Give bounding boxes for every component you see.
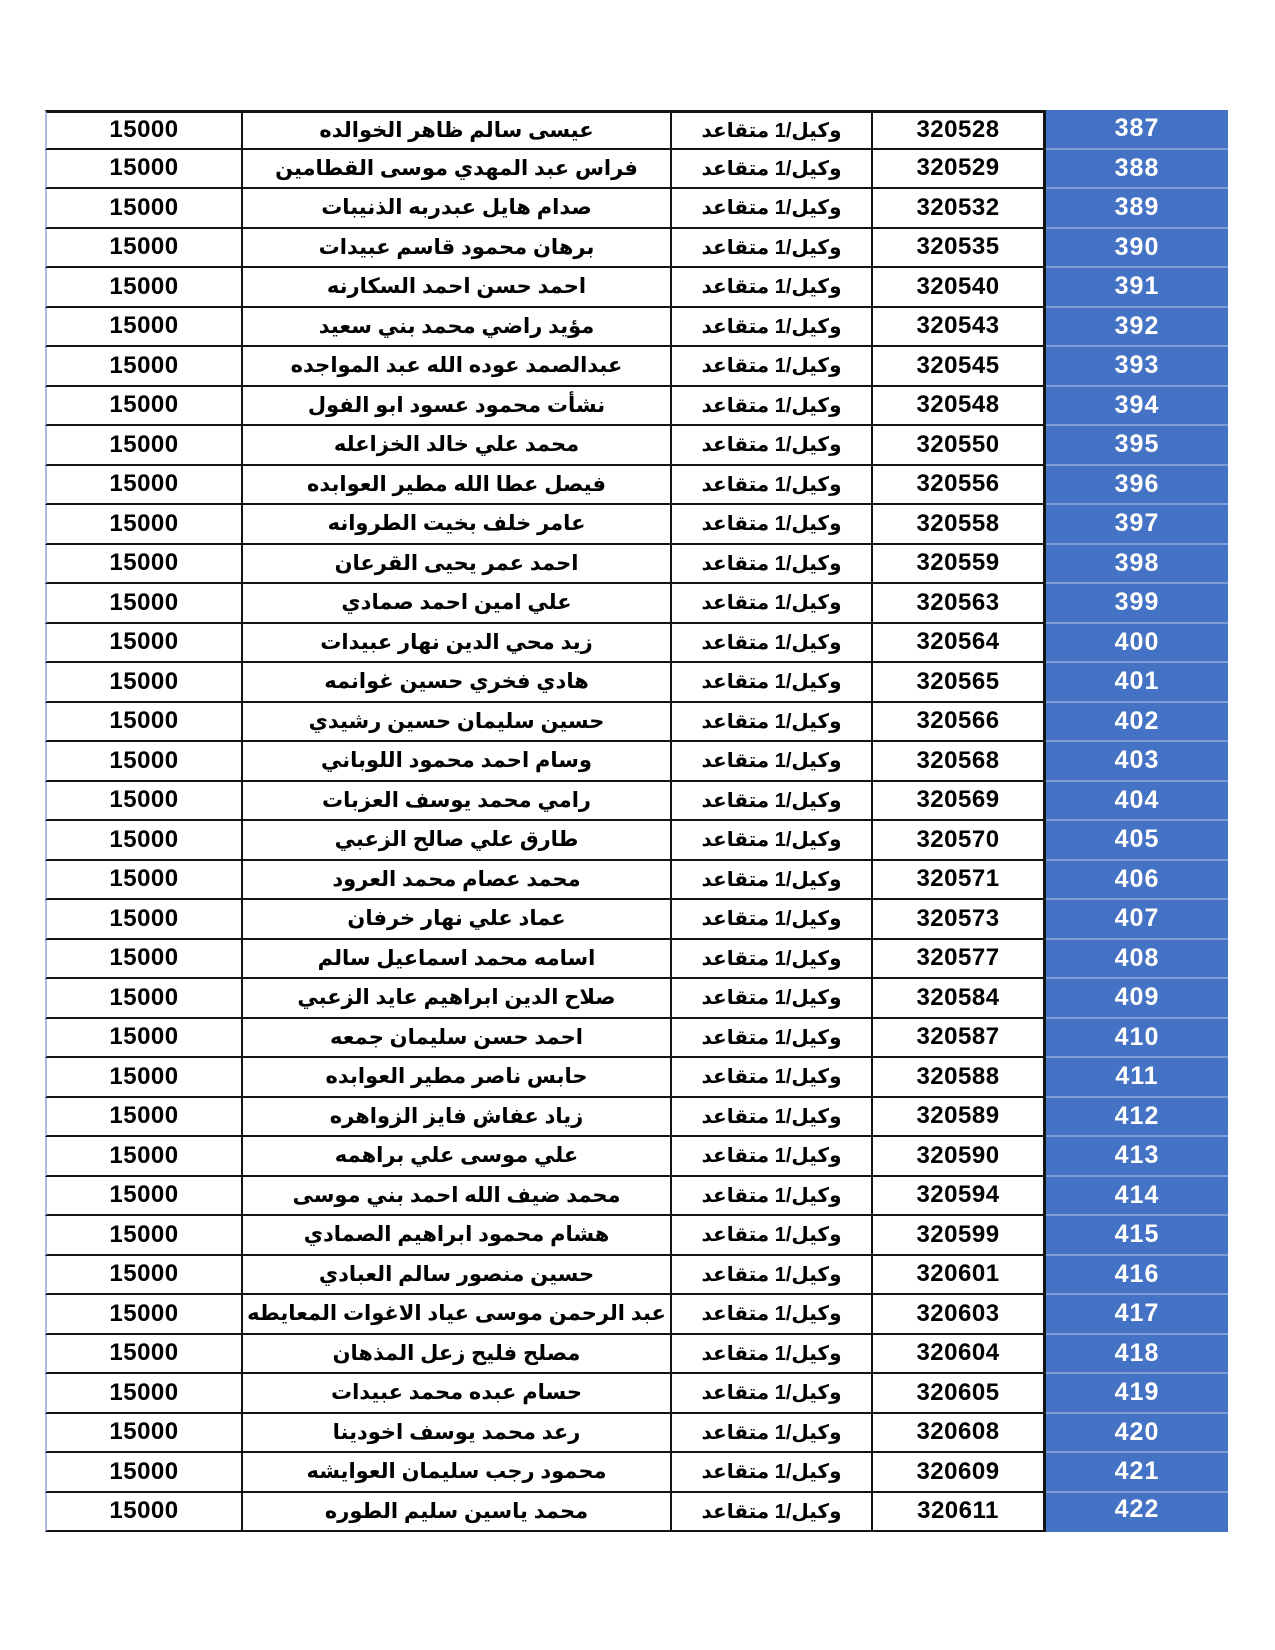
amount-cell: 15000	[45, 1335, 243, 1375]
name-cell: فيصل عطا الله مطير العوابده	[243, 466, 672, 506]
serial-cell: 412	[1046, 1098, 1228, 1138]
table-row	[45, 1137, 1228, 1177]
amount-cell: 15000	[45, 742, 243, 782]
amount-cell: 15000	[45, 505, 243, 545]
amount-cell: 15000	[45, 663, 243, 703]
serial-cell: 413	[1046, 1137, 1228, 1177]
amount-cell: 15000	[45, 1453, 243, 1493]
rank-cell: وكيل/1 متقاعد	[672, 861, 873, 901]
amount-cell: 15000	[45, 466, 243, 506]
serial-cell: 404	[1046, 782, 1228, 822]
id-cell: 320564	[873, 624, 1046, 664]
rank-cell: وكيل/1 متقاعد	[672, 584, 873, 624]
serial-cell: 396	[1046, 466, 1228, 506]
table-row	[45, 782, 1228, 822]
id-cell: 320601	[873, 1256, 1046, 1296]
serial-cell: 415	[1046, 1216, 1228, 1256]
name-cell: محمد ياسين سليم الطوره	[243, 1493, 672, 1533]
table-row	[45, 1216, 1228, 1256]
serial-cell: 408	[1046, 940, 1228, 980]
rank-cell: وكيل/1 متقاعد	[672, 1098, 873, 1138]
rank-cell: وكيل/1 متقاعد	[672, 308, 873, 348]
rank-cell: وكيل/1 متقاعد	[672, 703, 873, 743]
name-cell: وسام احمد محمود اللوباني	[243, 742, 672, 782]
rank-cell: وكيل/1 متقاعد	[672, 782, 873, 822]
serial-cell: 399	[1046, 584, 1228, 624]
rank-cell: وكيل/1 متقاعد	[672, 150, 873, 190]
serial-cell: 395	[1046, 426, 1228, 466]
name-cell: علي امين احمد صمادي	[243, 584, 672, 624]
rank-cell: وكيل/1 متقاعد	[672, 1414, 873, 1454]
rank-cell: وكيل/1 متقاعد	[672, 466, 873, 506]
table-row	[45, 1414, 1228, 1454]
name-cell: زياد عفاش فايز الزواهره	[243, 1098, 672, 1138]
table-row	[45, 821, 1228, 861]
name-cell: نشأت محمود عسود ابو الفول	[243, 387, 672, 427]
serial-cell: 416	[1046, 1256, 1228, 1296]
table-row	[45, 545, 1228, 585]
amount-cell: 15000	[45, 703, 243, 743]
amount-cell: 15000	[45, 821, 243, 861]
rank-cell: وكيل/1 متقاعد	[672, 545, 873, 585]
rank-cell: وكيل/1 متقاعد	[672, 624, 873, 664]
amount-cell: 15000	[45, 189, 243, 229]
serial-cell: 387	[1046, 110, 1228, 150]
id-cell: 320535	[873, 229, 1046, 269]
table-row	[45, 742, 1228, 782]
serial-cell: 403	[1046, 742, 1228, 782]
table-row	[45, 1177, 1228, 1217]
rank-cell: وكيل/1 متقاعد	[672, 1374, 873, 1414]
serial-cell: 405	[1046, 821, 1228, 861]
id-cell: 320543	[873, 308, 1046, 348]
amount-cell: 15000	[45, 1216, 243, 1256]
rank-cell: وكيل/1 متقاعد	[672, 229, 873, 269]
serial-cell: 419	[1046, 1374, 1228, 1414]
serial-cell: 391	[1046, 268, 1228, 308]
amount-cell: 15000	[45, 624, 243, 664]
table-row	[45, 110, 1228, 150]
name-cell: حابس ناصر مطير العوابده	[243, 1058, 672, 1098]
amount-cell: 15000	[45, 1256, 243, 1296]
table-row	[45, 268, 1228, 308]
table-row	[45, 861, 1228, 901]
id-cell: 320565	[873, 663, 1046, 703]
id-cell: 320573	[873, 900, 1046, 940]
rank-cell: وكيل/1 متقاعد	[672, 1256, 873, 1296]
id-cell: 320605	[873, 1374, 1046, 1414]
rank-cell: وكيل/1 متقاعد	[672, 1137, 873, 1177]
amount-cell: 15000	[45, 1414, 243, 1454]
name-cell: عيسى سالم ظاهر الخوالده	[243, 110, 672, 150]
rank-cell: وكيل/1 متقاعد	[672, 1335, 873, 1375]
table-row	[45, 979, 1228, 1019]
serial-cell: 420	[1046, 1414, 1228, 1454]
id-cell: 320590	[873, 1137, 1046, 1177]
id-cell: 320594	[873, 1177, 1046, 1217]
serial-cell: 394	[1046, 387, 1228, 427]
id-cell: 320599	[873, 1216, 1046, 1256]
name-cell: فراس عبد المهدي موسى القطامين	[243, 150, 672, 190]
table-row	[45, 189, 1228, 229]
rank-cell: وكيل/1 متقاعد	[672, 1295, 873, 1335]
name-cell: حسام عبده محمد عبيدات	[243, 1374, 672, 1414]
table-row	[45, 1019, 1228, 1059]
serial-cell: 418	[1046, 1335, 1228, 1375]
name-cell: رامي محمد يوسف العزبات	[243, 782, 672, 822]
rank-cell: وكيل/1 متقاعد	[672, 1177, 873, 1217]
rank-cell: وكيل/1 متقاعد	[672, 940, 873, 980]
table-row	[45, 1335, 1228, 1375]
name-cell: مصلح فليح زعل المذهان	[243, 1335, 672, 1375]
id-cell: 320608	[873, 1414, 1046, 1454]
id-cell: 320570	[873, 821, 1046, 861]
id-cell: 320548	[873, 387, 1046, 427]
name-cell: هادي فخري حسين غوانمه	[243, 663, 672, 703]
serial-cell: 406	[1046, 861, 1228, 901]
id-cell: 320589	[873, 1098, 1046, 1138]
name-cell: عبدالصمد عوده الله عبد المواجده	[243, 347, 672, 387]
table-row	[45, 1453, 1228, 1493]
name-cell: عبد الرحمن موسى عياد الاغوات المعايطه	[243, 1295, 672, 1335]
name-cell: احمد حسن سليمان جمعه	[243, 1019, 672, 1059]
rank-cell: وكيل/1 متقاعد	[672, 347, 873, 387]
rank-cell: وكيل/1 متقاعد	[672, 821, 873, 861]
serial-cell: 392	[1046, 308, 1228, 348]
id-cell: 320532	[873, 189, 1046, 229]
name-cell: علي موسى علي براهمه	[243, 1137, 672, 1177]
retirees-table	[45, 110, 1228, 1532]
rank-cell: وكيل/1 متقاعد	[672, 1453, 873, 1493]
amount-cell: 15000	[45, 584, 243, 624]
name-cell: صلاح الدين ابراهيم عايد الزعبي	[243, 979, 672, 1019]
amount-cell: 15000	[45, 1098, 243, 1138]
id-cell: 320604	[873, 1335, 1046, 1375]
table-row	[45, 900, 1228, 940]
amount-cell: 15000	[45, 1019, 243, 1059]
rank-cell: وكيل/1 متقاعد	[672, 1019, 873, 1059]
serial-cell: 398	[1046, 545, 1228, 585]
amount-cell: 15000	[45, 229, 243, 269]
amount-cell: 15000	[45, 861, 243, 901]
id-cell: 320559	[873, 545, 1046, 585]
name-cell: صدام هايل عبدربه الذنيبات	[243, 189, 672, 229]
name-cell: زيد محي الدين نهار عبيدات	[243, 624, 672, 664]
name-cell: محمد ضيف الله احمد بني موسى	[243, 1177, 672, 1217]
amount-cell: 15000	[45, 1177, 243, 1217]
serial-cell: 410	[1046, 1019, 1228, 1059]
rank-cell: وكيل/1 متقاعد	[672, 268, 873, 308]
table-row	[45, 1098, 1228, 1138]
id-cell: 320571	[873, 861, 1046, 901]
table-row	[45, 1058, 1228, 1098]
serial-cell: 402	[1046, 703, 1228, 743]
id-cell: 320540	[873, 268, 1046, 308]
serial-cell: 388	[1046, 150, 1228, 190]
name-cell: حسين منصور سالم العبادي	[243, 1256, 672, 1296]
serial-cell: 421	[1046, 1453, 1228, 1493]
amount-cell: 15000	[45, 387, 243, 427]
id-cell: 320577	[873, 940, 1046, 980]
amount-cell: 15000	[45, 150, 243, 190]
serial-cell: 422	[1046, 1493, 1228, 1533]
serial-cell: 417	[1046, 1295, 1228, 1335]
id-cell: 320587	[873, 1019, 1046, 1059]
table-row	[45, 387, 1228, 427]
table-row	[45, 347, 1228, 387]
name-cell: مؤيد راضي محمد بني سعيد	[243, 308, 672, 348]
table-row	[45, 663, 1228, 703]
amount-cell: 15000	[45, 308, 243, 348]
serial-cell: 393	[1046, 347, 1228, 387]
amount-cell: 15000	[45, 347, 243, 387]
id-cell: 320566	[873, 703, 1046, 743]
id-cell: 320558	[873, 505, 1046, 545]
name-cell: رعد محمد يوسف اخودينا	[243, 1414, 672, 1454]
rank-cell: وكيل/1 متقاعد	[672, 663, 873, 703]
table-row	[45, 1256, 1228, 1296]
amount-cell: 15000	[45, 979, 243, 1019]
id-cell: 320528	[873, 110, 1046, 150]
serial-cell: 397	[1046, 505, 1228, 545]
name-cell: محمد عصام محمد العرود	[243, 861, 672, 901]
amount-cell: 15000	[45, 110, 243, 150]
serial-cell: 414	[1046, 1177, 1228, 1217]
name-cell: طارق علي صالح الزعبي	[243, 821, 672, 861]
serial-cell: 400	[1046, 624, 1228, 664]
table-row	[45, 703, 1228, 743]
name-cell: برهان محمود قاسم عبيدات	[243, 229, 672, 269]
rank-cell: وكيل/1 متقاعد	[672, 979, 873, 1019]
id-cell: 320563	[873, 584, 1046, 624]
name-cell: عماد علي نهار خرفان	[243, 900, 672, 940]
rank-cell: وكيل/1 متقاعد	[672, 1216, 873, 1256]
serial-cell: 389	[1046, 189, 1228, 229]
serial-cell: 407	[1046, 900, 1228, 940]
amount-cell: 15000	[45, 1295, 243, 1335]
rank-cell: وكيل/1 متقاعد	[672, 1058, 873, 1098]
amount-cell: 15000	[45, 900, 243, 940]
name-cell: محمد علي خالد الخزاعله	[243, 426, 672, 466]
id-cell: 320588	[873, 1058, 1046, 1098]
amount-cell: 15000	[45, 426, 243, 466]
id-cell: 320611	[873, 1493, 1046, 1533]
rank-cell: وكيل/1 متقاعد	[672, 387, 873, 427]
name-cell: احمد حسن احمد السكارنه	[243, 268, 672, 308]
amount-cell: 15000	[45, 1374, 243, 1414]
serial-cell: 411	[1046, 1058, 1228, 1098]
amount-cell: 15000	[45, 940, 243, 980]
table-row	[45, 150, 1228, 190]
table-row	[45, 466, 1228, 506]
table-row	[45, 426, 1228, 466]
amount-cell: 15000	[45, 1137, 243, 1177]
serial-cell: 409	[1046, 979, 1228, 1019]
amount-cell: 15000	[45, 545, 243, 585]
name-cell: عامر خلف بخيت الطروانه	[243, 505, 672, 545]
serial-cell: 401	[1046, 663, 1228, 703]
rank-cell: وكيل/1 متقاعد	[672, 426, 873, 466]
amount-cell: 15000	[45, 1493, 243, 1533]
table-row	[45, 1493, 1228, 1533]
rank-cell: وكيل/1 متقاعد	[672, 900, 873, 940]
amount-cell: 15000	[45, 782, 243, 822]
id-cell: 320609	[873, 1453, 1046, 1493]
id-cell: 320550	[873, 426, 1046, 466]
name-cell: محمود رجب سليمان العوايشه	[243, 1453, 672, 1493]
rank-cell: وكيل/1 متقاعد	[672, 1493, 873, 1533]
amount-cell: 15000	[45, 1058, 243, 1098]
id-cell: 320569	[873, 782, 1046, 822]
id-cell: 320603	[873, 1295, 1046, 1335]
name-cell: اسامه محمد اسماعيل سالم	[243, 940, 672, 980]
id-cell: 320529	[873, 150, 1046, 190]
amount-cell: 15000	[45, 268, 243, 308]
rank-cell: وكيل/1 متقاعد	[672, 110, 873, 150]
table-row	[45, 624, 1228, 664]
rank-cell: وكيل/1 متقاعد	[672, 189, 873, 229]
table-row	[45, 308, 1228, 348]
rank-cell: وكيل/1 متقاعد	[672, 505, 873, 545]
id-cell: 320545	[873, 347, 1046, 387]
rank-cell: وكيل/1 متقاعد	[672, 742, 873, 782]
table-row	[45, 1295, 1228, 1335]
name-cell: هشام محمود ابراهيم الصمادي	[243, 1216, 672, 1256]
table-row	[45, 1374, 1228, 1414]
table-row	[45, 229, 1228, 269]
id-cell: 320584	[873, 979, 1046, 1019]
name-cell: احمد عمر يحيى القرعان	[243, 545, 672, 585]
table-row	[45, 505, 1228, 545]
table-row	[45, 940, 1228, 980]
id-cell: 320556	[873, 466, 1046, 506]
id-cell: 320568	[873, 742, 1046, 782]
table-row	[45, 584, 1228, 624]
name-cell: حسين سليمان حسين رشيدي	[243, 703, 672, 743]
serial-cell: 390	[1046, 229, 1228, 269]
